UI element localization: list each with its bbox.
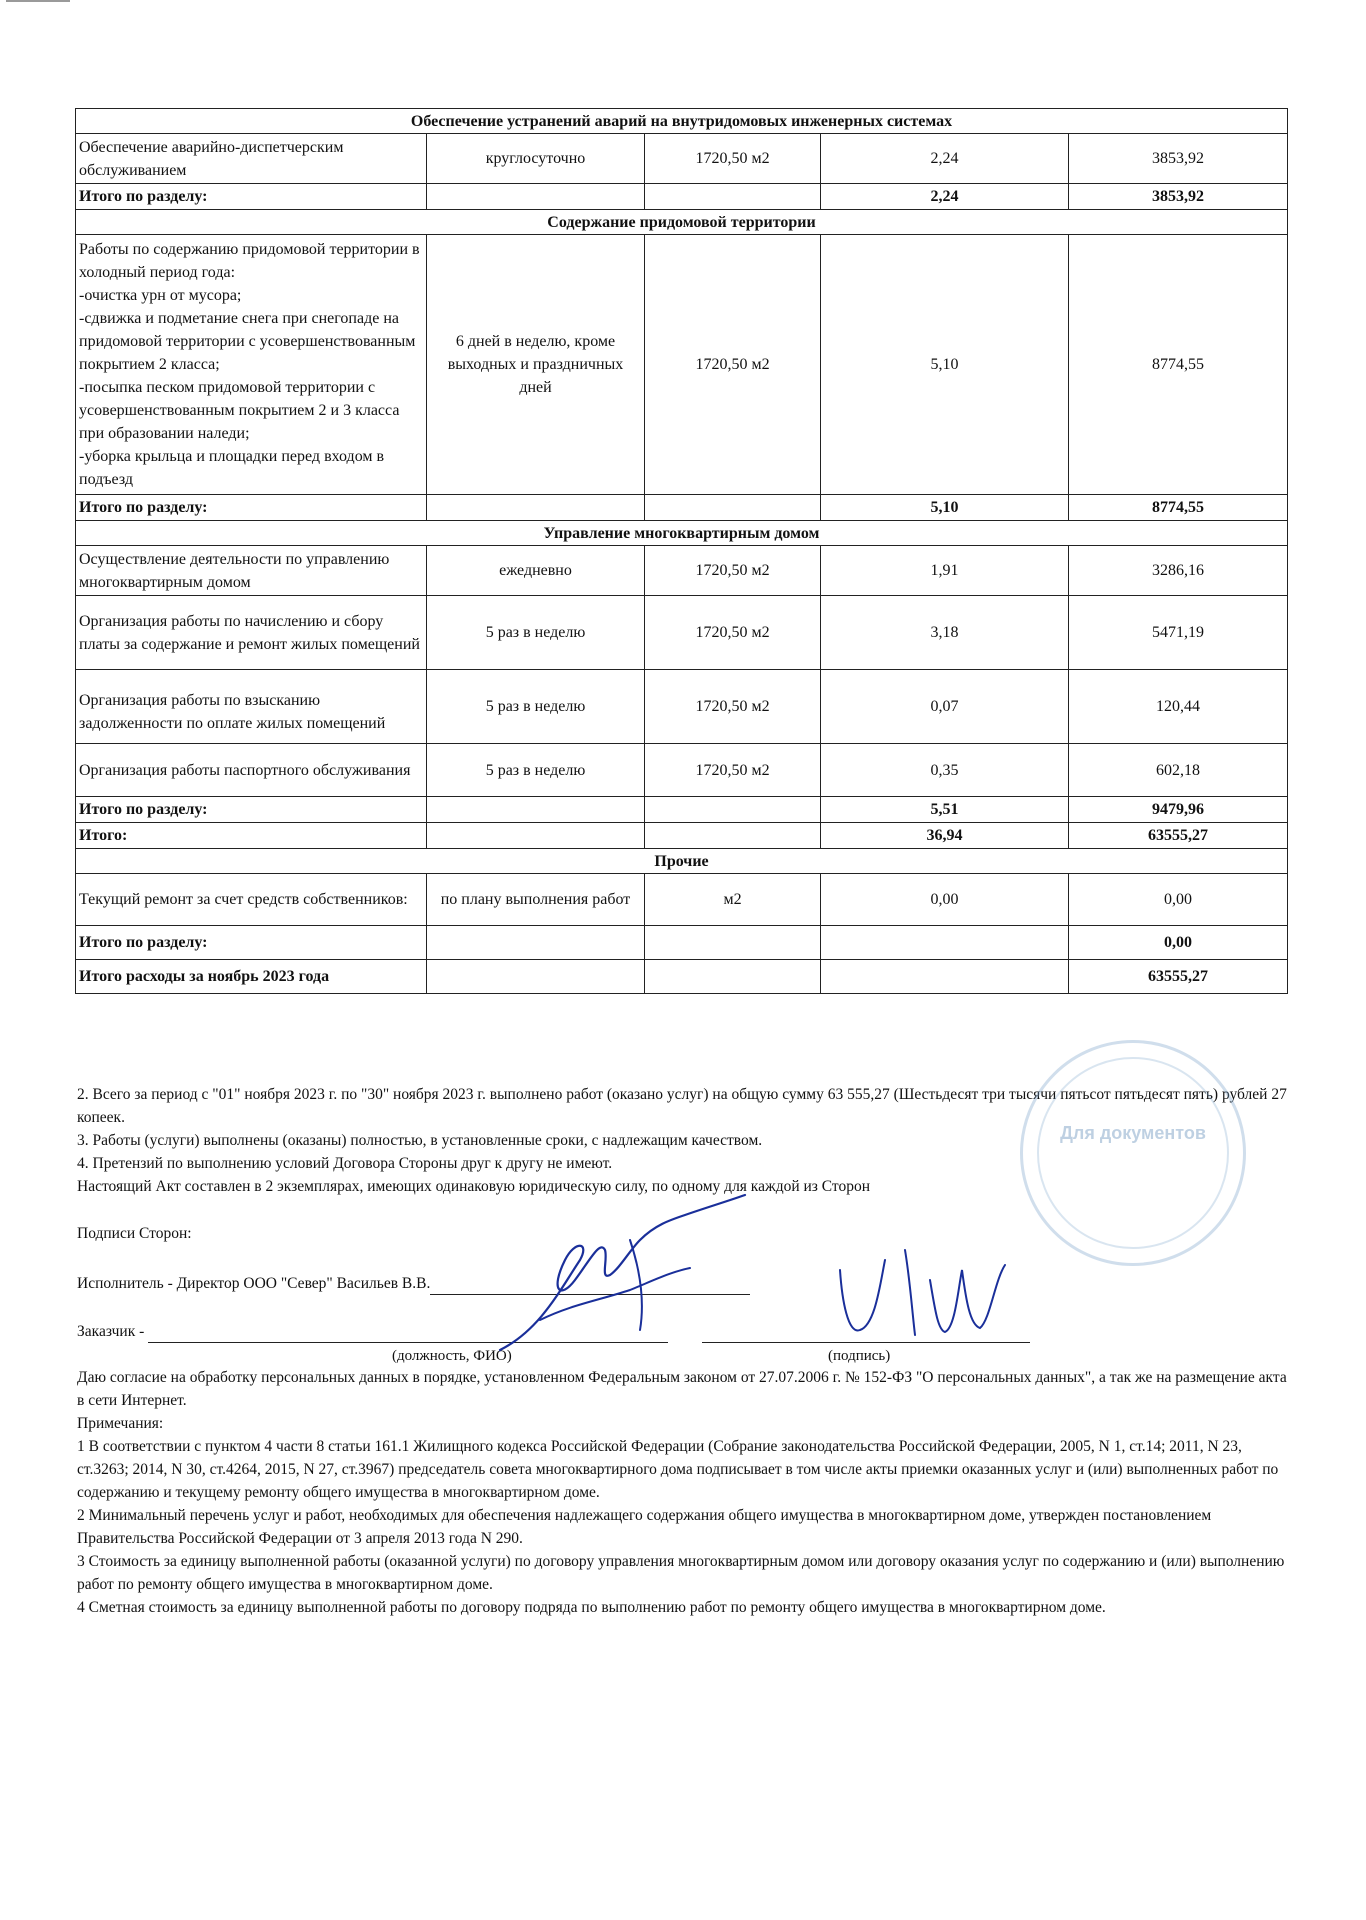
customer-label: Заказчик - — [77, 1323, 145, 1340]
total-label: Итого по разделу: — [76, 797, 427, 823]
note-4: 4 Сметная стоимость за единицу выполненной работы по договору подряда по выполнению работ по ремонту общего имущества в многоквартирном доме. — [77, 1599, 1106, 1616]
total-label: Итого по разделу: — [76, 495, 427, 521]
service-area: 1720,50 м2 — [645, 235, 821, 495]
total-sum: 9479,96 — [1069, 797, 1288, 823]
total-label: Итого по разделу: — [76, 184, 427, 210]
total-rate: 2,24 — [821, 184, 1069, 210]
service-name: Обеспечение аварийно-диспетчерским обслуживанием — [76, 134, 427, 184]
service-period: по плану выполнения работ — [427, 874, 645, 926]
stamp-inner-ring — [1037, 1057, 1229, 1249]
service-sum: 0,00 — [1069, 874, 1288, 926]
table-row — [76, 546, 1288, 596]
faded-stamp — [1020, 1040, 1246, 1266]
services-table — [75, 108, 1288, 994]
service-rate: 5,10 — [821, 235, 1069, 495]
month-total-label: Итого расходы за ноябрь 2023 года — [76, 960, 427, 994]
table-row — [76, 874, 1288, 926]
total-rate: 5,10 — [821, 495, 1069, 521]
note-1: 1 В соответствии с пунктом 4 части 8 статьи 161.1 Жилищного кодекса Российской Федерации (Собрание законодательства Российской Федерации, 2005, N 1, ст.14; 2011, N 23, ст.3263; 2014, N 30, ст.4264, 2015, N 27, ст.3967) председатель совета многоквартирного дома подписывает в том числе акты приемки оказанных услуг и (или) выполненных работ по содержанию и текущему ремонту общего имущества в многоквартирном доме. — [77, 1438, 1279, 1501]
customer-position-line — [148, 1324, 668, 1343]
service-area: 1720,50 м2 — [645, 546, 821, 596]
total-sum: 3853,92 — [1069, 184, 1288, 210]
section-header — [76, 521, 1288, 546]
service-period: круглосуточно — [427, 134, 645, 184]
grand-total-row — [76, 823, 1288, 849]
total-rate: 5,51 — [821, 797, 1069, 823]
service-period: ежедневно — [427, 546, 645, 596]
service-period: 5 раз в неделю — [427, 596, 645, 670]
scan-edge-mark — [6, 0, 70, 2]
month-total-row — [76, 960, 1288, 994]
customer-line — [77, 1320, 1287, 1343]
note-2: 2 Минимальный перечень услуг и работ, необходимых для обеспечения надлежащего содержания общего имущества в многоквартирном доме, утвержден постановлением Правительства Российской Федерации от 3 апреля 2013 года N 290. — [77, 1507, 1212, 1547]
customer-signature-line — [702, 1324, 1030, 1343]
service-sum: 3286,16 — [1069, 546, 1288, 596]
executor-label: Исполнитель - Директор ООО "Север" Васильев В.В. — [77, 1275, 431, 1292]
signatures-title: Подписи Сторон: — [77, 1225, 192, 1242]
total-sum: 0,00 — [1069, 926, 1288, 960]
service-sum: 120,44 — [1069, 670, 1288, 744]
service-sum: 602,18 — [1069, 744, 1288, 797]
service-period: 5 раз в неделю — [427, 670, 645, 744]
total-sum: 8774,55 — [1069, 495, 1288, 521]
service-rate: 0,00 — [821, 874, 1069, 926]
signature-caption: (подпись) — [828, 1348, 891, 1364]
position-caption: (должность, ФИО) — [392, 1348, 512, 1364]
service-name: Работы по содержанию придомовой территории в холодный период года: -очистка урн от мусора; -сдвижка и подметание снега при снегопаде на придомовой территории с усовершенствованным покрытием 2 класса; -посыпка песком придомовой территории с усовершенствованным покрытием 2 и 3 класса при образовании наледи; -уборка крыльца и площадки перед входом в подъезд — [76, 235, 427, 495]
service-name: Текущий ремонт за счет средств собственников: — [76, 874, 427, 926]
table-row — [76, 134, 1288, 184]
statement-copies: Настоящий Акт составлен в 2 экземплярах, имеющих одинаковую юридическую силу, по одному для каждой из Сторон — [77, 1178, 871, 1195]
service-area: 1720,50 м2 — [645, 596, 821, 670]
statement-quality: 3. Работы (услуги) выполнены (оказаны) полностью, в установленные сроки, с надлежащим качеством. — [77, 1132, 763, 1149]
table-row — [76, 670, 1288, 744]
notes-title: Примечания: — [77, 1415, 164, 1432]
section-title: Содержание придомовой территории — [76, 210, 1288, 235]
section-header — [76, 849, 1288, 874]
month-total-sum: 63555,27 — [1069, 960, 1288, 994]
statement-claims: 4. Претензий по выполнению условий Договора Стороны друг к другу не имеют. — [77, 1155, 613, 1172]
service-sum: 8774,55 — [1069, 235, 1288, 495]
service-area: 1720,50 м2 — [645, 670, 821, 744]
executor-signature-line — [430, 1276, 750, 1295]
service-area: 1720,50 м2 — [645, 134, 821, 184]
executor-line — [77, 1272, 1287, 1295]
consent-text: Даю согласие на обработку персональных данных в порядке, установленном Федеральным законом от 27.07.2006 г. № 152-ФЗ "О персональных данных", а так же на размещение акта в сети Интернет. — [77, 1369, 1287, 1409]
service-rate: 1,91 — [821, 546, 1069, 596]
service-rate: 0,07 — [821, 670, 1069, 744]
section-title: Управление многоквартирным домом — [76, 521, 1288, 546]
service-rate: 3,18 — [821, 596, 1069, 670]
service-period: 5 раз в неделю — [427, 744, 645, 797]
service-area: 1720,50 м2 — [645, 744, 821, 797]
section-total-row — [76, 926, 1288, 960]
consent-and-notes — [77, 1366, 1287, 1619]
service-name: Осуществление деятельности по управлению многоквартирным домом — [76, 546, 427, 596]
section-header — [76, 210, 1288, 235]
statement-total: 2. Всего за период с "01" ноября 2023 г. по "30" ноября 2023 г. выполнено работ (оказано услуг) на общую сумму 63 555,27 (Шестьдесят три тысячи пятьсот пятьдесят пять) рублей 27 копеек. — [77, 1086, 1287, 1126]
section-total-row — [76, 797, 1288, 823]
stamp-text: Для документов — [1060, 1123, 1206, 1143]
grand-total-rate: 36,94 — [821, 823, 1069, 849]
table-row — [76, 596, 1288, 670]
note-3: 3 Стоимость за единицу выполненной работы (оказанной услуги) по договору управления многоквартирным домом или договору оказания услуг по содержанию и (или) выполнению работ по ремонту общего имущества в многоквартирном доме. — [77, 1553, 1285, 1593]
grand-total-label: Итого: — [76, 823, 427, 849]
grand-total-sum: 63555,27 — [1069, 823, 1288, 849]
service-name: Организация работы по взысканию задолженности по оплате жилых помещений — [76, 670, 427, 744]
service-area: м2 — [645, 874, 821, 926]
total-label: Итого по разделу: — [76, 926, 427, 960]
service-rate: 0,35 — [821, 744, 1069, 797]
service-sum: 5471,19 — [1069, 596, 1288, 670]
section-title: Прочие — [76, 849, 1288, 874]
service-name: Организация работы по начислению и сбору платы за содержание и ремонт жилых помещений — [76, 596, 427, 670]
section-total-row — [76, 184, 1288, 210]
table-row — [76, 235, 1288, 495]
service-sum: 3853,92 — [1069, 134, 1288, 184]
service-period: 6 дней в неделю, кроме выходных и праздничных дней — [427, 235, 645, 495]
section-header — [76, 109, 1288, 134]
service-rate: 2,24 — [821, 134, 1069, 184]
section-total-row — [76, 495, 1288, 521]
table-row — [76, 744, 1288, 797]
section-title: Обеспечение устранений аварий на внутридомовых инженерных системах — [76, 109, 1288, 134]
service-name: Организация работы паспортного обслуживания — [76, 744, 427, 797]
